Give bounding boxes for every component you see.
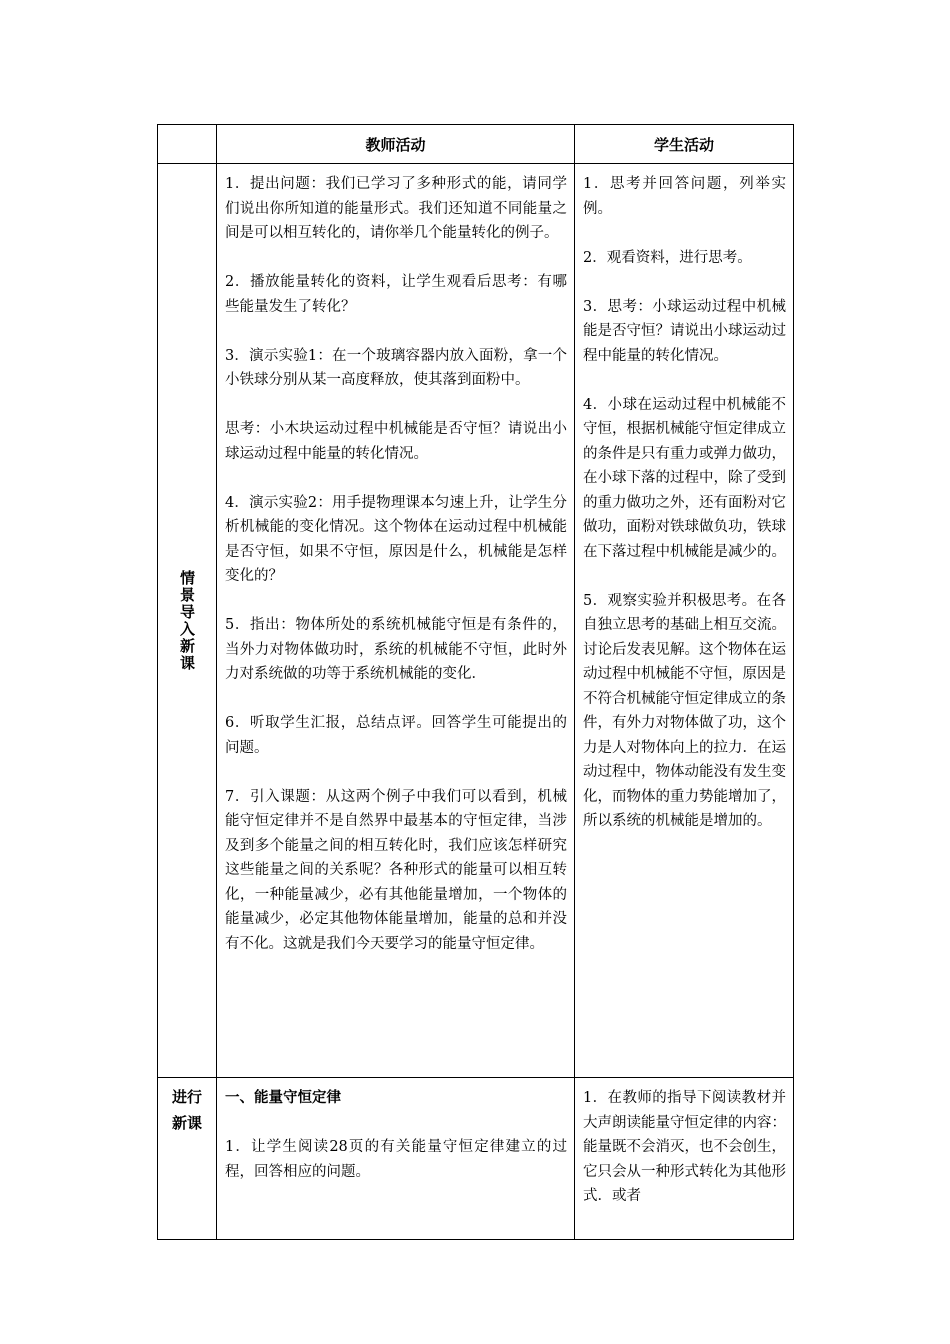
student-item: 5．观察实验并积极思考。在各自独立思考的基础上相互交流。讨论后发表见解。这个物体在运动过程中机械能不守恒，原因是不符合机械能守恒定律成立的条件，有外力对物体做了功，这个力是人对物体向上的拉力．在运动过程中，物体动能没有发生变化，而物体的重力势能增加了，所以系统的机械能是增加的。 [583, 592, 786, 829]
section-cell [158, 1078, 217, 1240]
teacher-item: 1．提出问题：我们已学习了多种形式的能，请同学们说出你所知道的能量形式。我们还知道不同能量之间是可以相互转化的，请你举几个能量转化的例子。 [225, 176, 567, 241]
student-activity-text [575, 1078, 793, 1239]
teacher-item: 6．听取学生汇报，总结点评。回答学生可能提出的问题。 [225, 715, 567, 756]
teacher-activity-text [217, 164, 574, 962]
student-item: 1．思考并回答问题，列举实例。 [583, 176, 786, 217]
teacher-activity-text [217, 1078, 574, 1190]
student-item: 1．在教师的指导下阅读教材并大声朗读能量守恒定律的内容：能量既不会消灭，也不会创生，它只会从一种形式转化为其他形式．或者 [583, 1090, 786, 1204]
teacher-activity-cell [217, 164, 575, 1078]
section-cell [158, 164, 217, 1078]
table-row [158, 164, 794, 1078]
student-item: 4．小球在运动过程中机械能不守恒，根据机械能守恒定律成立的条件是只有重力或弹力做功，在小球下落的过程中，除了受到的重力做功之外，还有面粉对它做功，面粉对铁球做负功，铁球在下落过程中机械能是减少的。 [583, 396, 786, 560]
teacher-activity-cell [217, 1078, 575, 1240]
teacher-item: 7．引入课题：从这两个例子中我们可以看到，机械能守恒定律并不是自然界中最基本的守恒定律，当涉及到多个能量之间的相互转化时，我们应该怎样研究这些能量之间的关系呢？各种形式的能量可以相互转化，一种能量减少，必有其他能量增加，一个物体的能量减少，必定其他物体能量增加，能量的总和并没有不化。这就是我们今天要学习的能量守恒定律。 [225, 788, 567, 952]
student-activity-cell [575, 164, 794, 1078]
student-activity-cell [575, 1078, 794, 1240]
student-item: 2．观看资料，进行思考。 [583, 249, 752, 266]
teacher-item: 1．让学生阅读28页的有关能量守恒定律建立的过程，回答相应的问题。 [225, 1139, 567, 1180]
header-teacher-activity: 教师活动 [217, 125, 575, 164]
section-label-new-lesson: 进行新课 [171, 1088, 202, 1132]
header-student-activity: 学生活动 [575, 125, 794, 164]
student-item: 3．思考：小球运动过程中机械能是否守恒？请说出小球运动过程中能量的转化情况。 [583, 298, 786, 364]
section-heading: 一、能量守恒定律 [225, 1090, 341, 1106]
teacher-item: 3．演示实验1：在一个玻璃容器内放入面粉，拿一个小铁球分别从某一高度释放，使其落到面粉中。 [225, 347, 567, 388]
student-activity-text [575, 164, 793, 864]
lesson-plan-table [157, 124, 794, 1240]
teacher-item: 思考：小木块运动过程中机械能是否守恒？请说出小球运动过程中能量的转化情况。 [225, 421, 567, 462]
teacher-item: 2．播放能量转化的资料，让学生观看后思考：有哪些能量发生了转化？ [225, 274, 567, 315]
section-label-intro: 情景导入新课 [178, 569, 196, 672]
teacher-item: 5．指出：物体所处的系统机械能守恒是有条件的，当外力对物体做功时，系统的机械能不守恒，此时外力对系统做的功等于系统机械能的变化． [225, 617, 567, 682]
header-corner-cell [158, 125, 217, 164]
teacher-item: 4．演示实验2：用手提物理课本匀速上升，让学生分析机械能的变化情况。这个物体在运动过程中机械能是否守恒，如果不守恒，原因是什么，机械能是怎样变化的？ [225, 494, 567, 584]
table-header-row [158, 125, 794, 164]
table-row [158, 1078, 794, 1240]
